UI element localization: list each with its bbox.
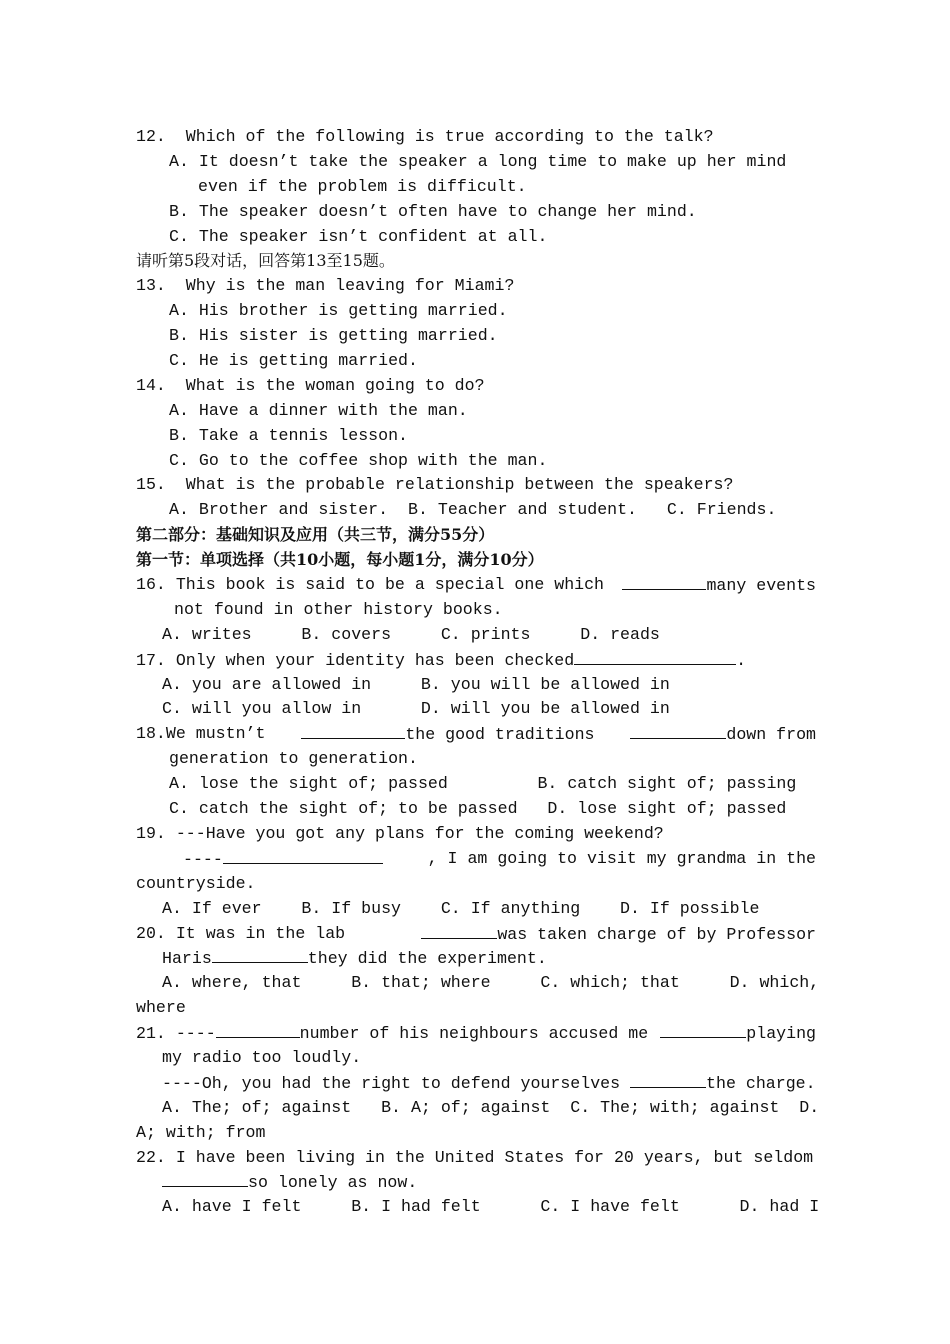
q18-blank-2 bbox=[630, 722, 726, 739]
q12-option-a-cont: even if the problem is difficult. bbox=[198, 176, 527, 196]
q16-blank bbox=[622, 573, 706, 590]
q22-blank bbox=[162, 1170, 248, 1187]
q15-stem: 15. What is the probable relationship between the speakers? bbox=[136, 475, 734, 495]
q18-stem: 18.We mustn’t the good traditions down from bbox=[136, 724, 816, 745]
q14-option-b: B. Take a tennis lesson. bbox=[169, 425, 408, 445]
q19-response: ---- , I am going to visit my grandma in the bbox=[183, 848, 816, 869]
q21-options-cont: A; with; from bbox=[136, 1122, 266, 1142]
q19-response-cont: countryside. bbox=[136, 873, 256, 893]
q17-options-ab: A. you are allowed in B. you will be allowed in bbox=[162, 674, 670, 694]
q15-options: A. Brother and sister. B. Teacher and student. C. Friends. bbox=[169, 500, 777, 520]
q18-options-cd: C. catch the sight of; to be passed D. lose sight of; passed bbox=[169, 799, 787, 819]
q12-option-c: C. The speaker isn’t confident at all. bbox=[169, 226, 548, 246]
q16-stem: 16. This book is said to be a special one which many events bbox=[136, 575, 816, 596]
q13-stem: 13. Why is the man leaving for Miami? bbox=[136, 276, 515, 296]
q14-option-a: A. Have a dinner with the man. bbox=[169, 400, 468, 420]
q16-stem-cont: not found in other history books. bbox=[174, 599, 503, 619]
q20-stem: 20. It was in the lab was taken charge of by Professor bbox=[136, 923, 816, 944]
q12-option-b: B. The speaker doesn’t often have to change her mind. bbox=[169, 201, 697, 221]
q22-stem-cont: so lonely as now. bbox=[136, 1170, 816, 1195]
q21-blank-1 bbox=[216, 1021, 300, 1038]
q13-option-b: B. His sister is getting married. bbox=[169, 326, 498, 346]
q17-stem: 17. Only when your identity has been checked . bbox=[136, 648, 816, 673]
q12-option-a: A. It doesn’t take the speaker a long time to make up her mind bbox=[169, 151, 787, 171]
part2-heading: 第二部分：基础知识及应用（共三节，满分55分） bbox=[136, 525, 495, 545]
q19-stem: 19. ---Have you got any plans for the coming weekend? bbox=[136, 823, 664, 843]
q14-option-c: C. Go to the coffee shop with the man. bbox=[169, 450, 548, 470]
q17-blank bbox=[574, 648, 736, 665]
q20-options: A. where, that B. that; where C. which; that D. which, bbox=[162, 973, 820, 993]
q21-stem-cont: my radio too loudly. bbox=[162, 1047, 362, 1067]
q20-blank-1 bbox=[421, 922, 497, 939]
q22-stem: 22. I have been living in the United States for 20 years, but seldom bbox=[136, 1147, 814, 1167]
q13-option-c: C. He is getting married. bbox=[169, 351, 418, 371]
q18-blank-1 bbox=[301, 722, 405, 739]
q19-blank bbox=[223, 847, 383, 864]
section1-heading: 第一节：单项选择（共10小题，每小题1分，满分10分） bbox=[136, 550, 544, 570]
q19-options: A. If ever B. If busy C. If anything D. If possible bbox=[162, 898, 760, 918]
q20-blank-2 bbox=[212, 946, 308, 963]
q21-blank-3 bbox=[630, 1071, 706, 1088]
q21-options: A. The; of; against B. A; of; against C. The; with; against D. bbox=[162, 1097, 820, 1117]
instruction-dialog-5: 请听第5段对话，回答第13至15题。 bbox=[136, 251, 395, 271]
q18-options-ab: A. lose the sight of; passed B. catch sight of; passing bbox=[169, 774, 797, 794]
q17-options-cd: C. will you allow in D. will you be allowed in bbox=[162, 699, 670, 719]
q18-stem-cont: generation to generation. bbox=[169, 749, 418, 769]
q12-stem: 12. Which of the following is true according to the talk? bbox=[136, 127, 714, 146]
q21-response: ----Oh, you had the right to defend yourselves the charge. bbox=[136, 1071, 816, 1096]
q16-options: A. writes B. covers C. prints D. reads bbox=[162, 624, 660, 644]
q13-option-a: A. His brother is getting married. bbox=[169, 301, 508, 321]
q20-stem-cont: Haris they did the experiment. bbox=[136, 946, 816, 971]
q20-options-cont: where bbox=[136, 998, 186, 1018]
q14-stem: 14. What is the woman going to do? bbox=[136, 375, 485, 395]
q21-blank-2 bbox=[660, 1021, 746, 1038]
exam-page bbox=[136, 125, 820, 1220]
q21-stem: 21. ---- number of his neighbours accused me playing bbox=[136, 1021, 816, 1046]
q22-options: A. have I felt B. I had felt C. I have felt D. had I bbox=[162, 1197, 820, 1217]
